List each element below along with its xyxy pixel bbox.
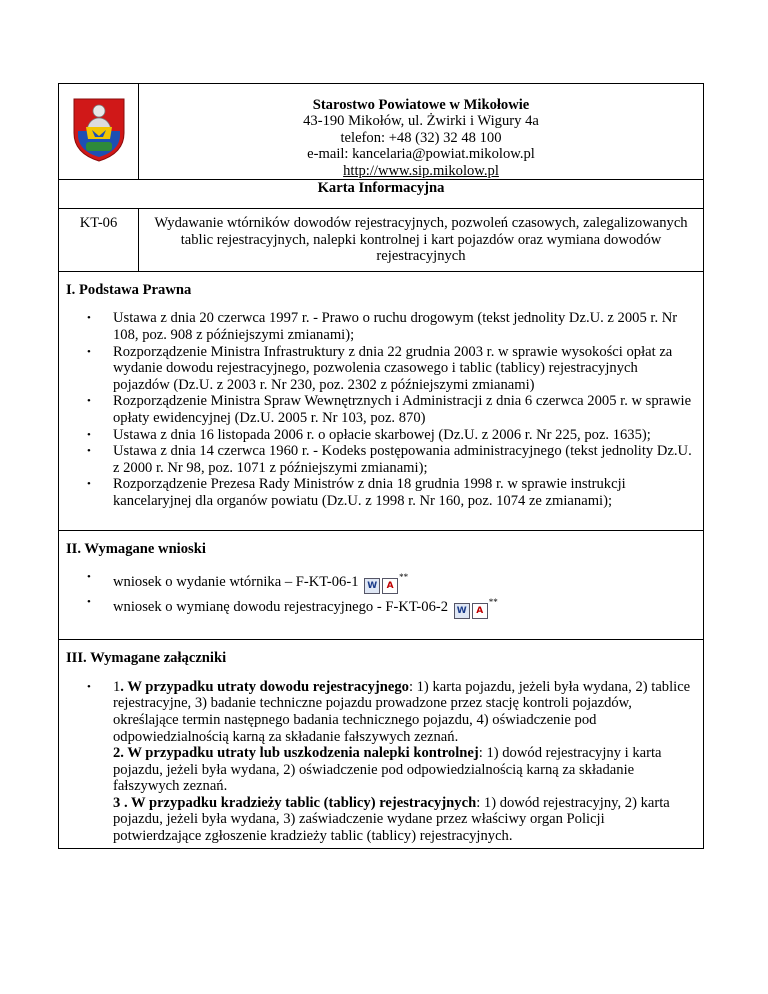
crest-cell — [59, 84, 139, 180]
powiat-crest-icon — [72, 97, 126, 163]
legal-basis-list — [66, 310, 696, 509]
pdf-document-icon[interactable]: A — [472, 603, 488, 619]
office-email[interactable]: e-mail: kancelaria@powiat.mikolow.pl — [307, 146, 535, 163]
office-website-link[interactable]: http://www.sip.mikolow.pl — [343, 162, 499, 179]
case-heading: 3 . W przypadku kradzieży tablic (tablicy) rejestracyjnych — [113, 794, 477, 811]
case-body: : 1) dowód rejestracyjny i karta pojazdu, jeżeli była wydana, 2) oświadczenie pod odpowiedzialnością karną za składanie fałszywych zeznań. — [113, 745, 662, 795]
list-item: • Rozporządzenie Prezesa Rady Ministrów z dnia 18 grudnia 1998 r. w sprawie instrukcji kancelaryjnej dla organów powiatu (Dz.U. z 1998 r. Nr 160, poz. 1074 ze zmianami); — [66, 476, 696, 509]
section-title: I. Podstawa Prawna — [66, 281, 192, 298]
case-body: : 1) dowód rejestracyjny, 2) karta pojazdu, jeżeli była wydana, 3) zaświadczenie wydane przez właściwy organ Policji potwierdzające zgłoszenie kradzieży tablic (tablicy) rejestracyjnych. — [113, 794, 670, 845]
service-title: Wydawanie wtórników dowodów rejestracyjnych, pozwoleń czasowych, zalegalizowanych tablic rejestracyjnych, nalepki kontrolnej i kart pojazdów oraz wymiana dowodów rejestracyjnych — [139, 209, 704, 272]
section-attachments — [59, 640, 704, 849]
form-label: wniosek o wydanie wtórnika – F-KT-06-1 — [113, 574, 359, 591]
pdf-document-icon[interactable]: A — [382, 578, 398, 594]
word-document-icon[interactable]: W — [454, 603, 470, 619]
section-title: II. Wymagane wnioski — [66, 540, 206, 557]
card-code: KT-06 — [59, 209, 139, 272]
footnote-stars: ** — [399, 572, 409, 583]
footnote-stars: ** — [488, 597, 498, 608]
section-title: III. Wymagane załączniki — [66, 650, 227, 667]
office-phone: telefon: +48 (32) 32 48 100 — [340, 129, 502, 146]
info-card-table — [58, 83, 704, 849]
office-name: Starostwo Powiatowe w Mikołowie — [312, 97, 530, 113]
section-required-forms — [59, 530, 704, 640]
case-number: 1 — [113, 678, 121, 695]
case-heading: 2. W przypadku utraty lub uszkodzenia nalepki kontrolnej — [113, 745, 479, 762]
list-item: • Ustawa z dnia 20 czerwca 1997 r. - Prawo o ruchu drogowym (tekst jednolity Dz.U. z 2005 r. Nr 108, poz. 908 z późniejszymi zmianami); — [66, 310, 696, 343]
list-item: • Rozporządzenie Ministra Spraw Wewnętrznych i Administracji z dnia 6 czerwca 2005 r. w sprawie opłaty ewidencyjnej (Dz.U. 2005 r. Nr 103, poz. 870) — [66, 393, 696, 426]
case-heading: . W przypadku utraty dowodu rejestracyjnego — [120, 678, 409, 695]
case-body: : 1) karta pojazdu, jeżeli była wydana, 2) tablice rejestracyjne, 3) badanie techniczne pojazdu prowadzone przez stację kontroli pojazdów, określające termin następnego badania technicznego pojazdu, 4) oświadczenie pod odpowiedzialnością karną za składanie fałszywych zeznań. — [113, 678, 691, 745]
list-item — [66, 679, 696, 845]
list-item: • Rozporządzenie Ministra Infrastruktury z dnia 22 grudnia 2003 r. w sprawie wysokości opłat za wydanie dowodu rejestracyjnego, pozwolenia czasowego i tablic (tablicy) rejestracyjnych pojazdów (Dz.U. z 2003 r. Nr 230, poz. 2302 z późniejszymi zmianami) — [66, 344, 696, 394]
office-address: 43-190 Mikołów, ul. Żwirki i Wigury 4a — [303, 113, 539, 130]
forms-list — [66, 569, 696, 619]
attachments-list — [66, 679, 696, 845]
list-item — [66, 594, 696, 619]
word-document-icon[interactable]: W — [364, 578, 380, 594]
card-title: Karta Informacyjna — [59, 180, 704, 209]
office-header — [139, 84, 704, 180]
document — [58, 83, 704, 849]
form-label: wniosek o wymianę dowodu rejestracyjnego - F-KT-06-2 — [113, 599, 449, 616]
list-item — [66, 569, 696, 594]
section-legal-basis — [59, 271, 704, 530]
list-item: • Ustawa z dnia 14 czerwca 1960 r. - Kodeks postępowania administracyjnego (tekst jednolity Dz.U. z 2000 r. Nr 98, poz. 1071 z późniejszymi zmianami); — [66, 443, 696, 476]
list-item: • Ustawa z dnia 16 listopada 2006 r. o opłacie skarbowej (Dz.U. z 2006 r. Nr 225, poz. 1635); — [66, 427, 696, 444]
